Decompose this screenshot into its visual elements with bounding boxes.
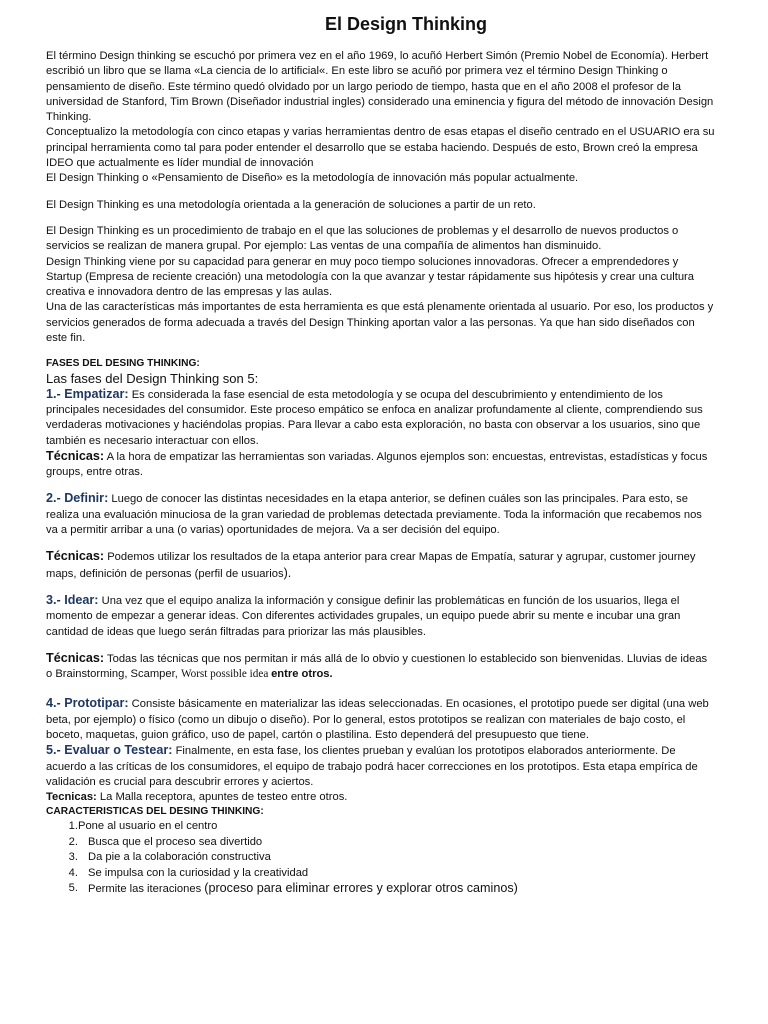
definir-techniques-text: Podemos utilizar los resultados de la etapa anterior para crear Mapas de Empatía, saturar y agrupar, customer journey maps, definición de personas (perfil de usuarios — [46, 551, 696, 580]
phase-empatizar — [46, 387, 716, 449]
characteristics-list — [46, 819, 716, 897]
phase-evaluar-text: Finalmente, en esta fase, los clientes prueban y evalúan los prototipos elaborados anteriormente. De acuerdo a las críticas de los consumidores, el equipo de trabajo podrá hacer correcciones en los prototipos. Esta etapa empírica de validación es crucial para descubrir errores y aciertos. — [46, 745, 698, 788]
intro-paragraph-2: Conceptualizo la metodología con cinco etapas y varias herramientas dentro de esas etapas el diseño centrado en el USUARIO era su principal herramienta como tal para poder entender el desarrollo que se estaba haciendo. Después de esto, Brown creó la empresa IDEO que actualmente es líder mundial de innovación — [46, 126, 715, 170]
list-item — [46, 866, 716, 881]
phase-prototipar — [46, 696, 716, 743]
page-title: El Design Thinking — [324, 14, 487, 34]
list-item-number: 5. — [68, 882, 78, 895]
list-item — [46, 819, 716, 834]
list-item-number: 2. — [68, 835, 78, 848]
definir-techniques-label: Técnicas: — [46, 549, 105, 564]
intro-paragraph-7: Una de las características más importantes de esta herramienta es que está plenamente orientada al usuario. Por eso, los productos y servicios generados de forma adecuada a través del Design Thinking aportan valor a las personas. Ya que han sido diseñados con este fin. — [46, 301, 714, 345]
list-item-number: 4. — [68, 866, 78, 879]
idear-techniques-bold: entre otros. — [271, 668, 333, 681]
phase-evaluar — [46, 743, 716, 790]
phase-definir — [46, 491, 716, 538]
intro-paragraph-1: El término Design thinking se escuchó por primera vez en el año 1969, lo acuñó Herbert Simón (Premio Nobel de Economía). Herbert escribió un libro que se llama «La ciencia de lo artificial«. En este libro se acuñó por primera vez el término Design Thinking o pensamiento de diseño. Este término quedó olvidado por un largo periodo de tiempo, hasta que en el año 2008 el profesor de la universidad de Stanford, Tim Brown (Diseñador industrial ingles) considerado una eminencia y figura del método de innovación Design Thinking. — [46, 50, 714, 124]
phase-empatizar-heading: 1.- Empatizar: — [46, 386, 129, 401]
list-item — [46, 850, 716, 865]
list-item-text: Se impulsa con la curiosidad y la creatividad — [88, 866, 309, 879]
list-item-text: Da pie a la colaboración constructiva — [88, 851, 271, 864]
intro-paragraph-4: El Design Thinking es una metodología orientada a la generación de soluciones a partir de un reto. — [46, 198, 536, 211]
list-item-number: 3. — [68, 851, 78, 864]
list-item-text-main: Permite las iteraciones — [88, 883, 205, 896]
intro-paragraph-6: Design Thinking viene por su capacidad para generar en muy poco tiempo soluciones innovadoras. Ofrecer a emprendedores y Startup (Empresa de reciente creación) una metodología con la que avanzar y testar rápidamente sus hipótesis y crear una cultura creativa e innovadora dentro de las empresas y las aulas. — [46, 255, 694, 299]
phase-evaluar-techniques — [46, 790, 716, 805]
list-item-text-tail: (proceso para eliminar errores y explorar otros caminos) — [204, 881, 518, 896]
list-item-text: Busca que el proceso sea divertido — [88, 835, 263, 848]
phase-empatizar-techniques — [46, 449, 716, 481]
list-item-text — [88, 881, 518, 897]
phase-idear-techniques — [46, 651, 716, 683]
phase-definir-techniques — [46, 549, 716, 582]
phase-definir-text: Luego de conocer las distintas necesidades en la etapa anterior, se definen cuáles son las principales. Para esto, se realiza una evaluación minuciosa de la gran variedad de problemas detectada previamente. Toda la información que recabemos nos va a permitir arribar a una (o varias) oportunidades de mejora. Va a ser decisión del equipo. — [46, 493, 702, 537]
list-item-number: 1. — [68, 820, 78, 833]
document-page — [46, 14, 716, 898]
phase-definir-heading: 2.- Definir: — [46, 491, 109, 506]
empatizar-techniques-text: A la hora de empatizar las herramientas son variadas. Algunos ejemplos son: encuestas, entrevistas, estadísticas y focus groups, entre otras. — [46, 450, 708, 479]
idear-techniques-serif: Worst possible idea — [180, 668, 272, 681]
evaluar-techniques-label: Tecnicas: — [46, 791, 97, 804]
idear-techniques-text: Todas las técnicas que nos permitan ir más allá de lo obvio y cuestionen lo establecido son bienvenidas. Lluvias de ideas o Brainstorming, Scamper, — [46, 652, 708, 681]
phase-idear-text: Una vez que el equipo analiza la información y consigue definir las problemáticas en función de los usuarios, llega el momento de empezar a generar ideas. Con diferentes actividades grupales, un equipo puede abrir su mente e incubar una gran cantidad de ideas que luego serán filtradas para priorizar las más plausibles. — [46, 594, 681, 638]
phases-section-title: FASES DEL DESING THINKING: — [46, 358, 200, 370]
empatizar-techniques-label: Técnicas: — [46, 448, 105, 463]
phase-idear — [46, 593, 716, 640]
definir-techniques-end: ). — [283, 565, 292, 580]
list-item — [46, 881, 716, 897]
phase-empatizar-text: Es considerada la fase esencial de esta metodología y se ocupa del descubrimiento y entendimiento de los principales necesidades del consumidor. Este proceso empático se enfoca en analizar profundamente al cliente, comprendiendo sus verdaderas motivaciones y haciéndolas propias. Para llevar a cabo esta exploración, no basta con observar a los usuarios, sino que también es necesario interactuar con ellos. — [46, 388, 703, 447]
characteristics-title: CARACTERISTICAS DEL DESING THINKING: — [46, 806, 264, 818]
list-item — [46, 835, 716, 850]
idear-techniques-label: Técnicas: — [46, 650, 105, 665]
intro-paragraph-3: El Design Thinking o «Pensamiento de Diseño» es la metodología de innovación más popular actualmente. — [46, 172, 579, 185]
list-item-text: Pone al usuario en el centro — [78, 820, 218, 833]
phase-prototipar-text: Consiste básicamente en materializar las ideas seleccionadas. En ocasiones, el prototipo puede ser digital (una web beta, por ejemplo) o físico (como un dibujo o diseño). Por lo general, estos prototipos se realizan con materiales de bajo costo, el boceto, maquetas, guion gráfico, uso de papel, cartón o plastilina. Esto dependerá del presupuesto que tiene. — [46, 698, 709, 741]
phase-evaluar-heading: 5.- Evaluar o Testear: — [46, 743, 173, 758]
phases-subtitle: Las fases del Design Thinking son 5: — [46, 371, 259, 387]
phase-prototipar-heading: 4.- Prototipar: — [46, 696, 129, 711]
phase-idear-heading: 3.- Idear: — [46, 592, 99, 607]
intro-paragraph-5: El Design Thinking es un procedimiento de trabajo en el que las soluciones de problemas y el desarrollo de nuevos productos o servicios se realizan de manera grupal. Por ejemplo: Las ventas de una compañía de alimentos han disminuido. — [46, 224, 679, 253]
evaluar-techniques-text: La Malla receptora, apuntes de testeo entre otros. — [96, 791, 348, 804]
